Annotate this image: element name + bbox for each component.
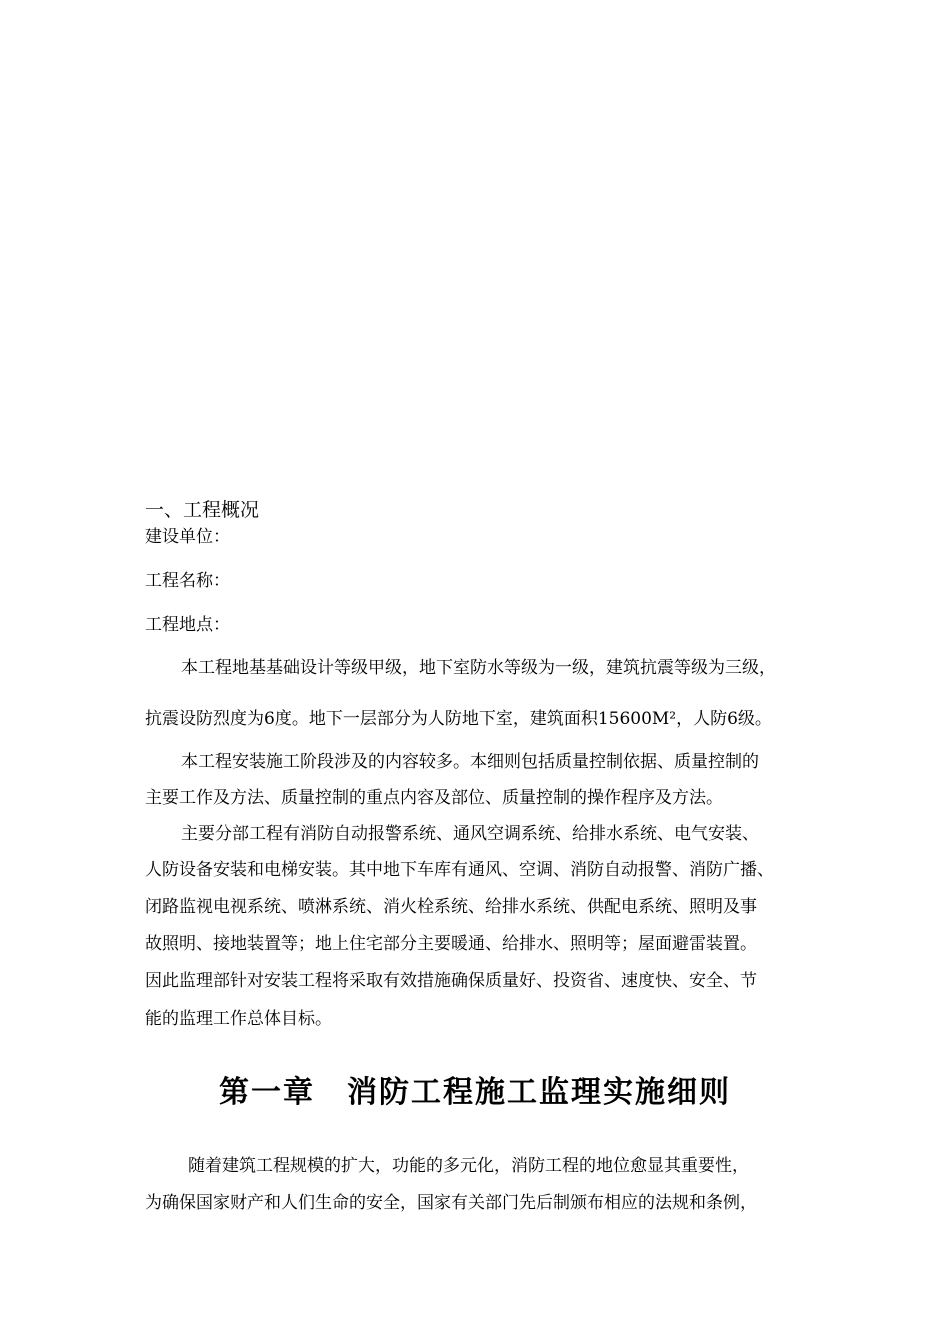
paragraph-line: 本工程地基基础设计等级甲级，地下室防水等级为一级，建筑抗震等级为三级， (181, 658, 776, 678)
field-project-name: 工程名称： (145, 571, 230, 591)
field-project-location: 工程地点： (145, 615, 230, 635)
paragraph-line: 人防设备安装和电梯安装。其中地下车库有通风、空调、消防自动报警、消防广播、 (145, 860, 774, 880)
paragraph-line: 故照明、接地装置等；地上住宅部分主要暖通、给排水、照明等；屋面避雷装置。 (145, 934, 757, 954)
paragraph-line: 主要分部工程有消防自动报警系统、通风空调系统、给排水系统、电气安装、 (181, 824, 759, 844)
paragraph-line: 本工程安装施工阶段涉及的内容较多。本细则包括质量控制依据、质量控制的 (181, 752, 759, 772)
section-heading: 一、工程概况 (145, 499, 260, 521)
paragraph-line: 为确保国家财产和人们生命的安全，国家有关部门先后制颁布相应的法规和条例， (145, 1193, 757, 1213)
field-construction-unit: 建设单位： (145, 527, 230, 547)
paragraph-line: 因此监理部针对安装工程将采取有效措施确保质量好、投资省、速度快、安全、节 (145, 971, 757, 991)
paragraph-line: 能的监理工作总体目标。 (145, 1009, 332, 1029)
paragraph-line: 抗震设防烈度为6度。地下一层部分为人防地下室，建筑面积15600M²，人防6级。 (145, 709, 772, 729)
paragraph-line: 闭路监视电视系统、喷淋系统、消火栓系统、给排水系统、供配电系统、照明及事 (145, 897, 757, 917)
chapter-title: 第一章 消防工程施工监理实施细则 (219, 1075, 731, 1110)
paragraph-line: 随着建筑工程规模的扩大，功能的多元化，消防工程的地位愈显其重要性， (188, 1156, 749, 1176)
paragraph-line: 主要工作及方法、质量控制的重点内容及部位、质量控制的操作程序及方法。 (145, 788, 723, 808)
